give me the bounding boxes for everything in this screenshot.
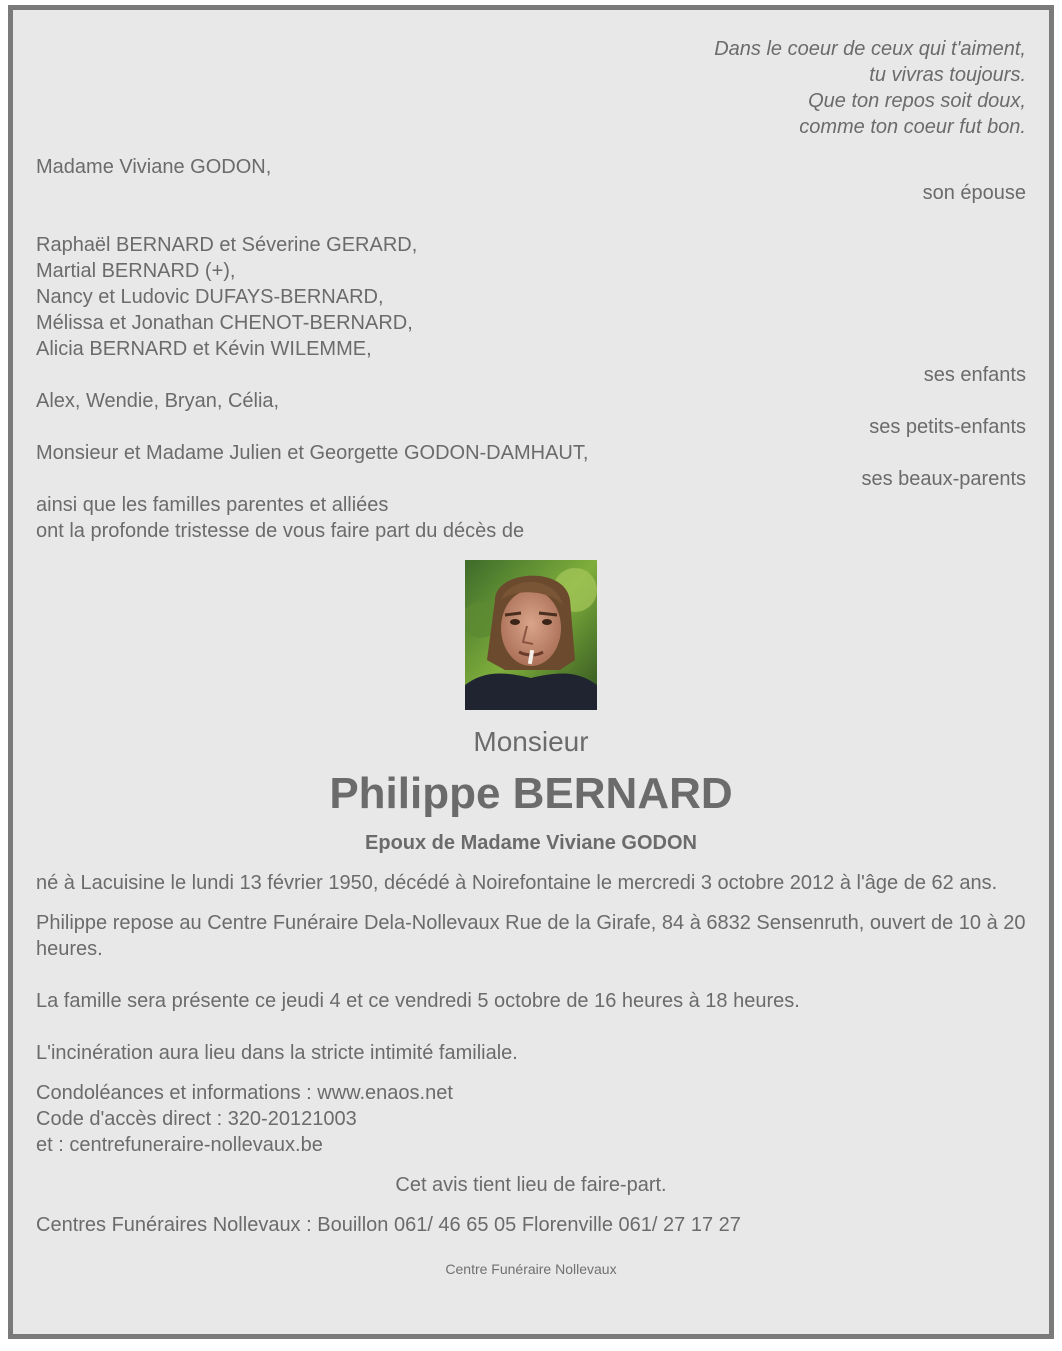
poem-line: Dans le coeur de ceux qui t'aiment, — [714, 38, 1026, 60]
deceased-name: Philippe BERNARD — [329, 769, 733, 818]
grandchildren: Alex, Wendie, Bryan, Célia, — [36, 390, 280, 412]
child-line: Mélissa et Jonathan CHENOT-BERNARD, — [36, 312, 413, 334]
notice-text: Cet avis tient lieu de faire-part. — [395, 1174, 667, 1196]
poem-line: tu vivras toujours. — [869, 64, 1026, 86]
obituary-card — [8, 5, 1054, 1339]
families-line: ainsi que les familles parentes et alliées — [36, 494, 389, 516]
website-info: et : centrefuneraire-nollevaux.be — [36, 1134, 323, 1156]
footer-credit: Centre Funéraire Nollevaux — [445, 1261, 617, 1277]
deceased-spouse: Epoux de Madame Viviane GODON — [365, 832, 697, 854]
obituary-content — [36, 36, 1026, 1278]
child-line: Nancy et Ludovic DUFAYS-BERNARD, — [36, 286, 384, 308]
portrait-wrapper — [36, 560, 1026, 710]
inlaws-role: ses beaux-parents — [861, 468, 1026, 490]
family-presence: La famille sera présente ce jeudi 4 et ce vendredi 5 octobre de 16 heures à 18 heures. — [36, 990, 800, 1012]
inlaws: Monsieur et Madame Julien et Georgette GODON-DAMHAUT, — [36, 442, 589, 464]
grandchildren-role: ses petits-enfants — [869, 416, 1026, 438]
children-role: ses enfants — [923, 364, 1026, 386]
access-code: Code d'accès direct : 320-20121003 — [36, 1108, 357, 1130]
poem-line: comme ton coeur fut bon. — [799, 116, 1026, 138]
child-line: Raphaël BERNARD et Séverine GERARD, — [36, 234, 418, 256]
deceased-title: Monsieur — [473, 726, 589, 757]
cremation-info: L'incinération aura lieu dans la stricte intimité familiale. — [36, 1042, 518, 1064]
poem — [36, 36, 1026, 140]
families-line: ont la profonde tristesse de vous faire part du décès de — [36, 520, 525, 542]
spouse-role: son épouse — [922, 182, 1026, 204]
birth-death-info: né à Lacuisine le lundi 13 février 1950, décédé à Noirefontaine le mercredi 3 octobre 2012 à l'âge de 62 ans. — [36, 872, 998, 894]
funeral-centres-contact: Centres Funéraires Nollevaux : Bouillon 061/ 46 65 05 Florenville 061/ 27 17 27 — [36, 1214, 741, 1236]
spouse-name: Madame Viviane GODON, — [36, 156, 272, 178]
portrait-photo — [465, 560, 597, 710]
rest-info: Philippe repose au Centre Funéraire Dela-Nollevaux Rue de la Girafe, 84 à 6832 Sensenruth, ouvert de 10 à 20 heures. — [36, 912, 1026, 960]
child-line: Martial BERNARD (+), — [36, 260, 236, 282]
child-line: Alicia BERNARD et Kévin WILEMME, — [36, 338, 372, 360]
condolences-info: Condoléances et informations : www.enaos.net — [36, 1082, 453, 1104]
poem-line: Que ton repos soit doux, — [808, 90, 1026, 112]
